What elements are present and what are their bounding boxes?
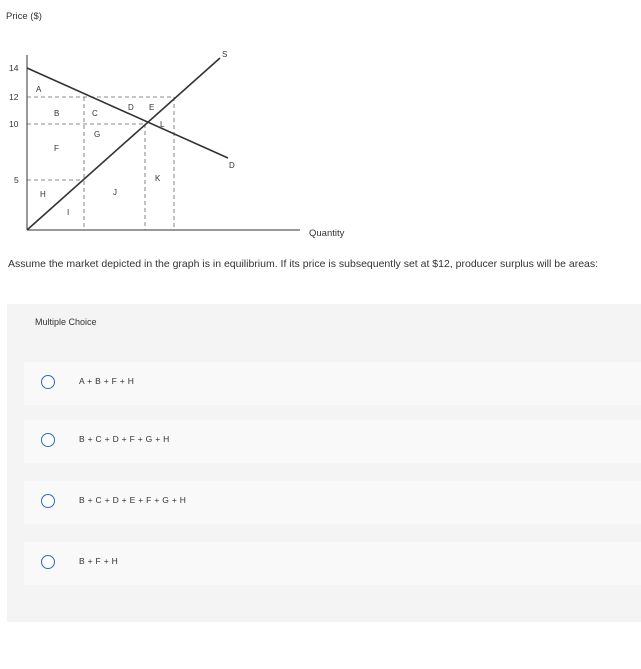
area-label-l: L: [160, 120, 165, 129]
y-tick-14: 14: [9, 63, 19, 73]
area-label-b: B: [54, 109, 60, 118]
radio-circle-icon[interactable]: [41, 375, 55, 389]
area-label-c: C: [92, 109, 98, 118]
multiple-choice-panel: [7, 304, 641, 622]
area-label-h: H: [40, 190, 46, 199]
area-label-e: E: [149, 103, 155, 112]
y-tick-10: 10: [9, 119, 19, 129]
choice-label: B + F + H: [79, 556, 119, 566]
choice-option-3[interactable]: [24, 481, 641, 524]
choice-label: B + C + D + F + G + H: [79, 434, 170, 444]
question-text: Assume the market depicted in the graph is in equilibrium. If its price is subsequently set at $12, producer surplus will be areas:: [8, 258, 599, 270]
area-label-k: K: [155, 174, 161, 183]
radio-circle-icon[interactable]: [41, 494, 55, 508]
area-label-g: G: [94, 130, 101, 139]
supply-label: S: [222, 50, 228, 59]
choice-option-1[interactable]: [24, 362, 641, 405]
supply-demand-graph: [0, 0, 641, 250]
demand-label: D: [229, 161, 235, 170]
radio-circle-icon[interactable]: [41, 433, 55, 447]
area-label-j: J: [113, 188, 117, 197]
choice-label: A + B + F + H: [79, 376, 135, 386]
radio-circle-icon[interactable]: [41, 555, 55, 569]
choice-option-4[interactable]: [24, 542, 641, 585]
multiple-choice-header: Multiple Choice: [35, 317, 97, 327]
area-label-a: A: [36, 85, 42, 94]
area-label-f: F: [54, 144, 59, 153]
y-tick-12: 12: [9, 92, 19, 102]
area-label-d: D: [128, 103, 134, 112]
y-tick-5: 5: [14, 175, 19, 185]
x-axis-label: Quantity: [309, 228, 345, 239]
area-label-i: I: [67, 208, 70, 217]
y-axis-label: Price ($): [6, 11, 42, 22]
choice-option-2[interactable]: [24, 420, 641, 463]
choice-label: B + C + D + E + F + G + H: [79, 495, 187, 505]
